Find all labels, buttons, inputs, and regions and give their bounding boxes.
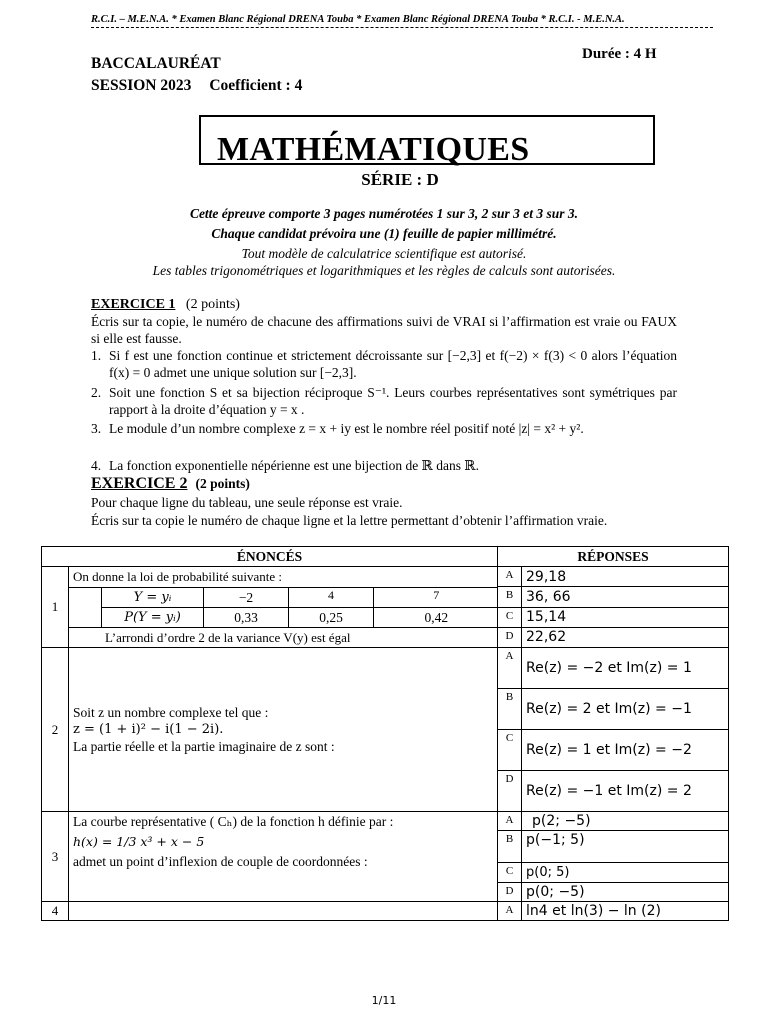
coefficient: Coefficient : 4 [209,77,303,94]
statement-line: admet un point d’inflexion de couple de coordonnées : [73,854,368,869]
instruction-4: Les tables trigonométriques et logarithmiques et les règles de calculs sont autorisées. [152,263,616,278]
header-banner: R.C.I. – M.E.N.A. * Examen Blanc Régional DRENA Touba * Examen Blanc Régional DRENA Touba * R.C.I. - M.E.N.A. [91,14,713,28]
ex1-item-2 [91,385,677,419]
item-number: 2. [91,385,102,400]
answer-letter: B [498,587,522,607]
item-text: La fonction exponentielle népérienne est une bijection de ℝ dans ℝ. [109,458,479,473]
answer-letter: C [498,607,522,627]
law-table-wrapper [69,588,497,628]
law-outro: L’arrondi d’ordre 2 de la variance V(y) est égal [105,630,351,645]
y-value: 4 [289,588,374,608]
p-value: 0,42 [374,608,499,628]
header-reponses: RÉPONSES [498,547,729,567]
answer-text: p(2; −5) [522,812,729,831]
serie [0,170,768,190]
p-label: P(Y = yᵢ) [102,608,204,628]
item-text: Soit une fonction S et sa bijection réciproque S⁻¹. Leurs courbes représentatives sont symétriques par rapport à la droite d’équation y = x . [109,385,677,417]
function-definition: h(x) = 1/3 x³ + x − 5 [73,834,205,849]
session-line [91,77,302,95]
page-number: 1/11 [371,994,397,1007]
answer-letter: A [498,902,522,921]
exercise-1-heading [91,297,240,313]
exercise-2-heading [91,475,250,493]
y-label: Y = yᵢ [102,588,204,608]
law-intro: On donne la loi de probabilité suivante : [69,567,497,588]
row-number: 2 [42,648,69,812]
answer-letter: A [498,648,522,689]
ex1-item-4 [91,458,677,475]
qcm-table [41,546,729,921]
exercise-2-intro-1: Pour chaque ligne du tableau, une seule réponse est vraie. [91,495,403,510]
answer-letter: B [498,689,522,730]
answer-text: Re(z) = 1 et Im(z) = −2 [522,730,729,771]
exercise-2-title: EXERCICE 2 [91,475,188,492]
subject-title: MATHÉMATIQUES [217,131,530,168]
answer-text: p(−1; 5) [522,831,729,863]
answer-text: Re(z) = −1 et Im(z) = 2 [522,771,729,812]
exercise-1-title: EXERCICE 1 [91,297,176,312]
answer-letter: C [498,863,522,883]
instruction-2: Chaque candidat prévoira une (1) feuille de papier millimétré. [211,226,557,241]
row-2-statement [69,648,498,812]
row-number: 4 [42,902,69,921]
item-text: Le module d’un nombre complexe z = x + iy est le nombre réel positif noté |z| = x² + y². [109,421,584,436]
item-text: Si f est une fonction continue et strictement décroissante sur [−2,3] et f(−2) × f(3) < 0 alors l’équation f(x) = 0 admet une unique solution sur [−2,3]. [109,348,677,380]
row-number: 1 [42,567,69,648]
exam-name: BACCALAURÉAT [91,55,221,72]
statement-line: Soit z un nombre complexe tel que : [73,705,269,720]
answer-text: Re(z) = 2 et Im(z) = −1 [522,689,729,730]
statement-line: La courbe représentative ( Cₕ) de la fonction h définie par : [73,814,394,829]
answer-text: ln4 et ln(3) − ln (2) [522,902,729,921]
item-number: 4. [91,458,102,473]
serie-text: SÉRIE : D [361,170,439,189]
answer-text: p(0; 5) [522,863,729,883]
instruction-3: Tout modèle de calculatrice scientifique est autorisé. [241,246,527,261]
row-3-statement [69,812,498,902]
p-value: 0,33 [204,608,289,628]
answer-letter: D [498,771,522,812]
session: SESSION 2023 [91,77,192,94]
answer-text: Re(z) = −2 et Im(z) = 1 [522,648,729,689]
duration: Durée : 4 H [582,46,657,62]
answer-text: 15,14 [522,607,729,627]
answer-text: p(0; −5) [522,883,729,902]
probability-law-table [101,588,499,627]
exercise-1-points: (2 points) [185,297,240,312]
answer-letter: D [498,627,522,647]
law-y-row [102,588,499,608]
row-4-statement [69,902,498,921]
answer-text: 36, 66 [522,587,729,607]
statement-line: La partie réelle et la partie imaginaire de z sont : [73,739,335,754]
header-enonces: ÉNONCÉS [42,547,498,567]
y-value: 7 [374,588,499,608]
item-number: 3. [91,421,102,436]
ex1-item-3 [91,421,677,455]
exercise-2-points: (2 points) [195,476,250,491]
item-number: 1. [91,348,102,363]
ex1-item-1 [91,348,677,382]
y-value: −2 [204,588,289,608]
law-p-row [102,608,499,628]
row-1-statement [69,567,498,648]
instruction-1: Cette épreuve comporte 3 pages numérotées 1 sur 3, 2 sur 3 et 3 sur 3. [189,206,579,221]
statement-equation: z = (1 + i)² − i(1 − 2i). [73,722,224,737]
answer-letter: B [498,831,522,863]
exercise-2-intro-2: Écris sur ta copie le numéro de chaque ligne et la lettre permettant d’obtenir l’affirmation vraie. [91,513,608,528]
exercise-1-intro: Écris sur ta copie, le numéro de chacune des affirmations suivi de VRAI si l’affirmation est vraie ou FAUX si elle est fausse. [91,314,677,346]
answer-text: 29,18 [522,567,729,587]
row-number: 3 [42,812,69,902]
answer-letter: A [498,567,522,587]
answer-text: 22,62 [522,627,729,647]
answer-letter: C [498,730,522,771]
p-value: 0,25 [289,608,374,628]
answer-letter: D [498,883,522,902]
answer-letter: A [498,812,522,831]
